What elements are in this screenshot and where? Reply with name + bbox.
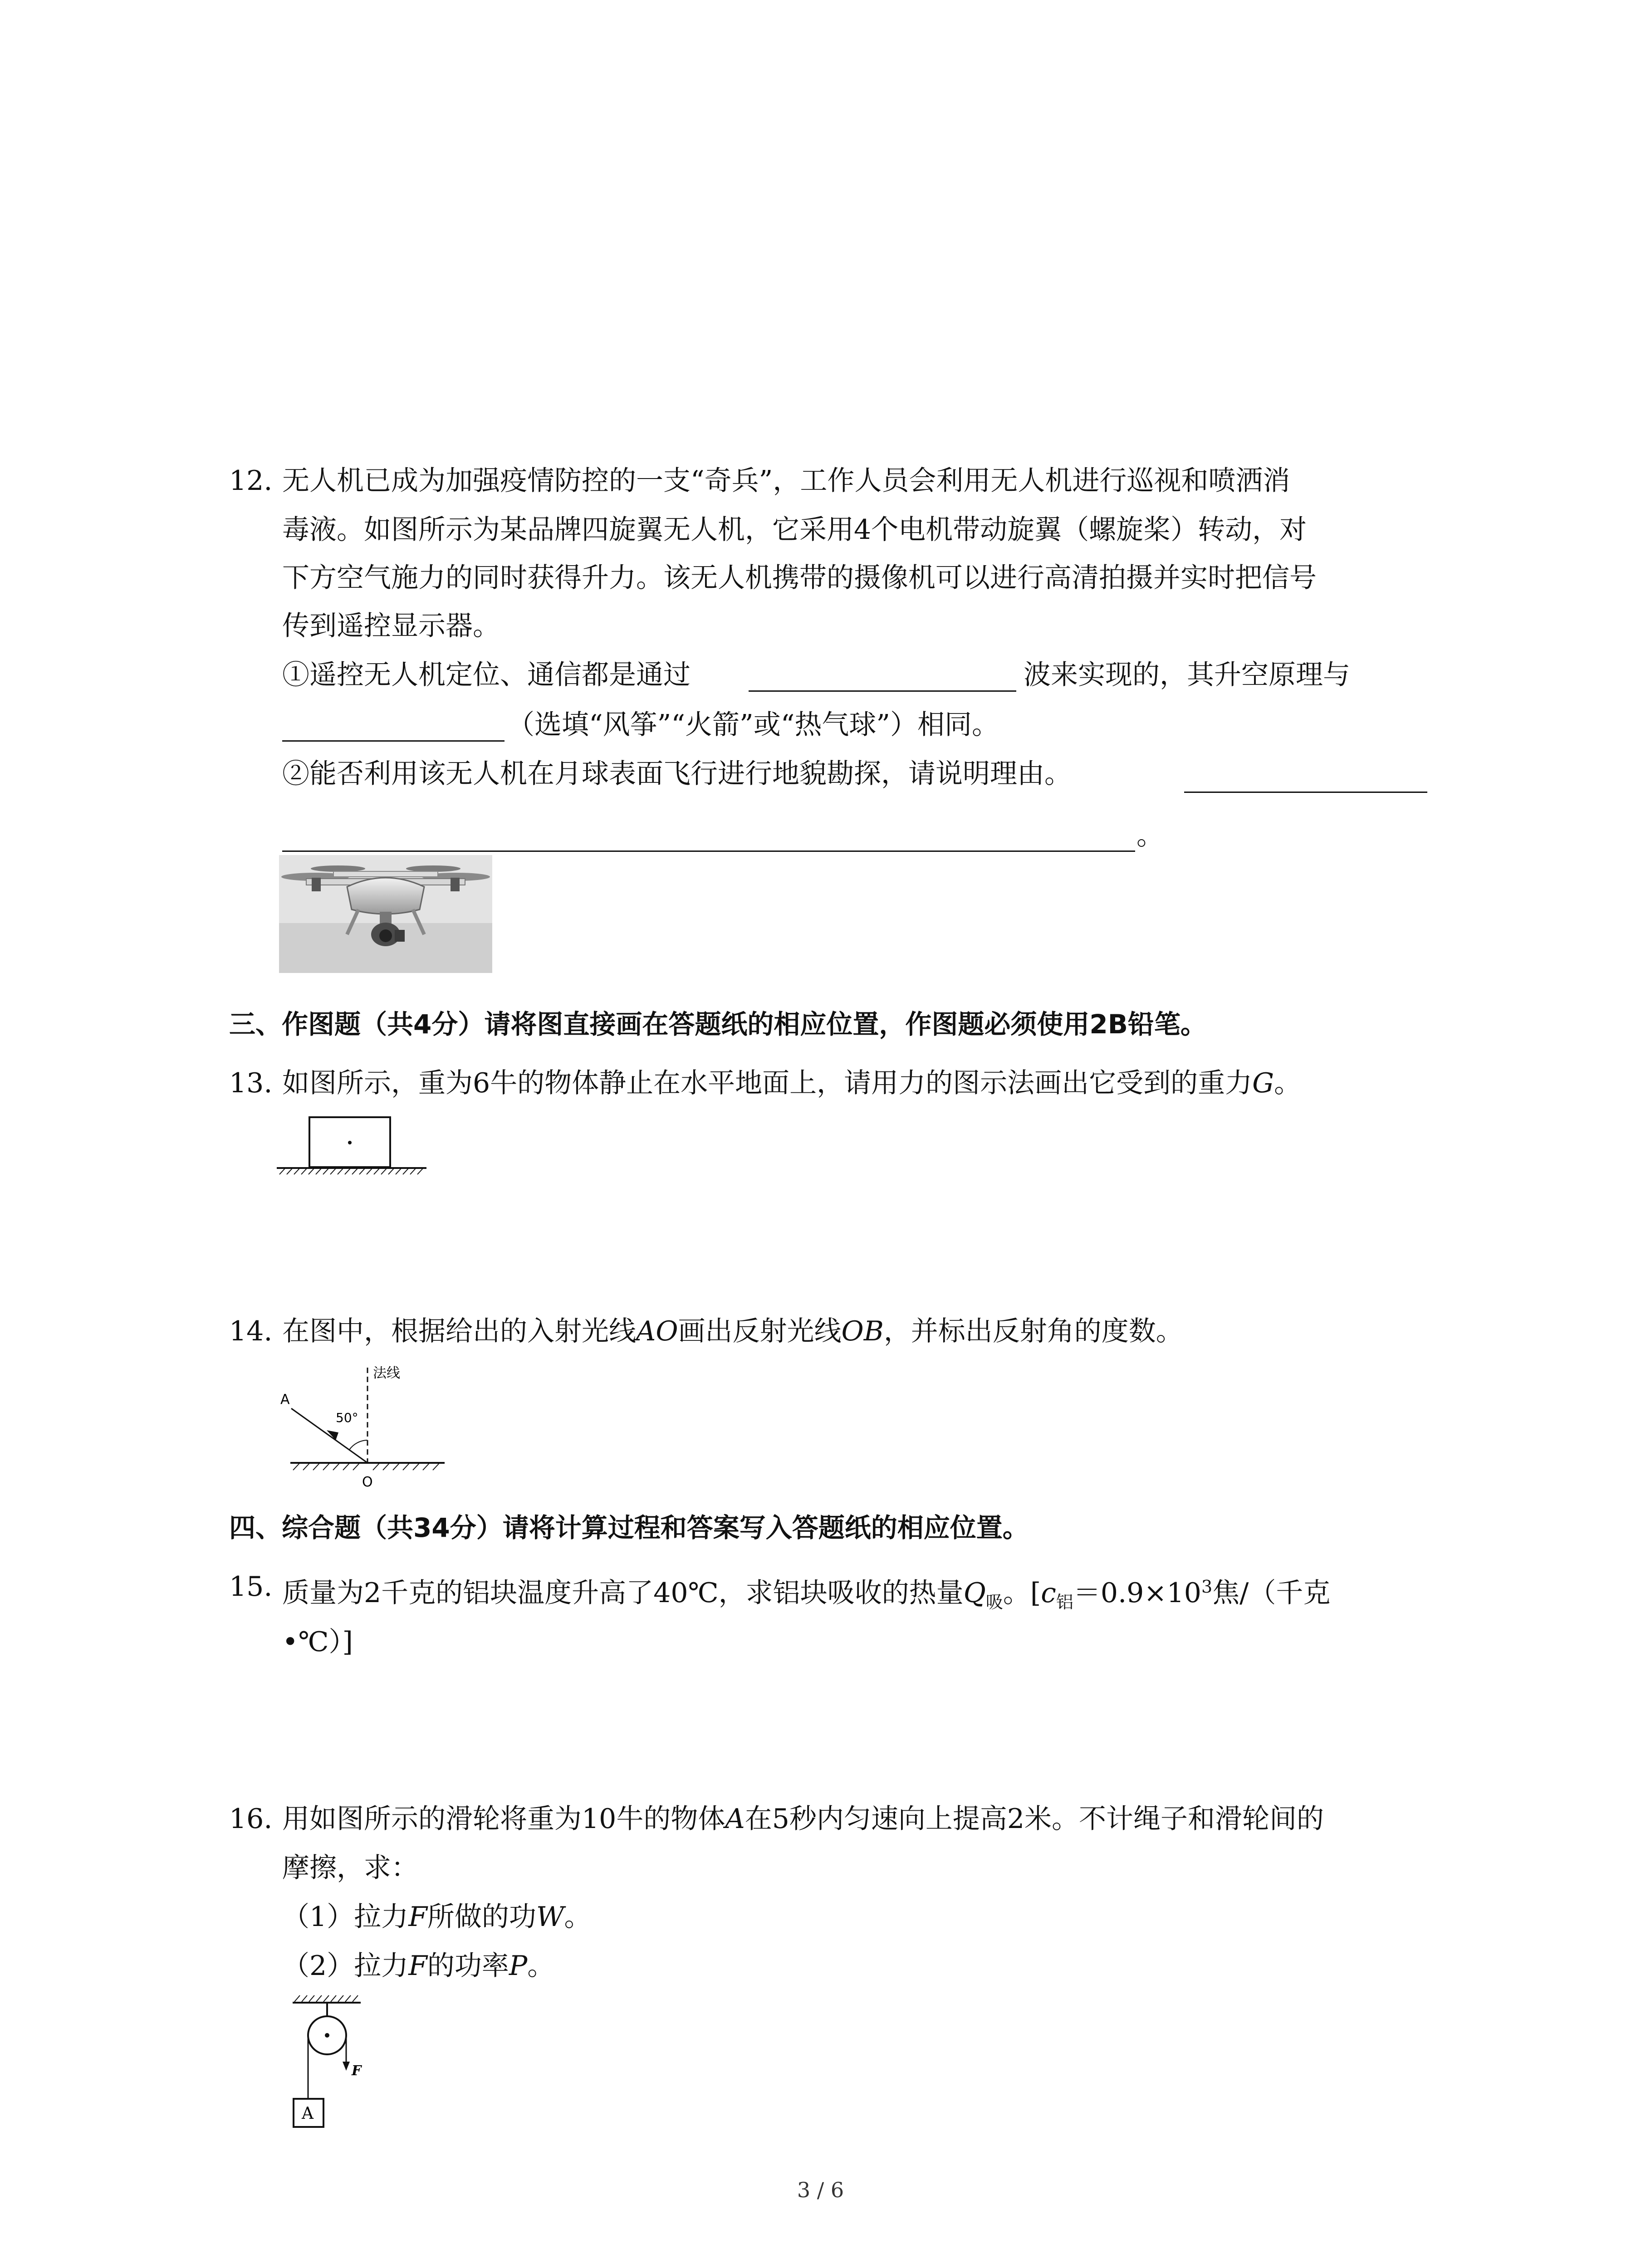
- q13-text-end: 。: [1274, 1067, 1302, 1099]
- q15-sub-q: 吸: [985, 1592, 1003, 1612]
- q15-text-b: 。[: [1003, 1577, 1041, 1609]
- q12-blank-3[interactable]: [1184, 792, 1427, 793]
- fig-block-label: A: [302, 2104, 314, 2123]
- q14-text-c: ，并标出反射角的度数。: [883, 1315, 1183, 1347]
- q15-var-q: Q: [963, 1577, 986, 1609]
- q14-text-a: 在图中，根据给出的入射光线: [282, 1315, 636, 1347]
- q15-line-1: [282, 1569, 1330, 1620]
- block-on-ground-figure: [277, 1114, 431, 1182]
- q16-var-a: A: [725, 1803, 745, 1835]
- q14-var-ao: AO: [636, 1315, 678, 1347]
- q14-number: 14.: [229, 1315, 273, 1347]
- q13-var-g: G: [1252, 1067, 1274, 1099]
- q12-blank-4[interactable]: [282, 850, 1135, 852]
- q16-item1-a: （1）拉力: [282, 1901, 409, 1933]
- fig-force-label: F: [352, 2063, 362, 2079]
- q16-line-2: 摩擦，求：: [282, 1852, 418, 1884]
- section-3-heading: 三、作图题（共4分）请将图直接画在答题纸的相应位置，作图题必须使用2B铅笔。: [229, 1009, 1207, 1040]
- q12-sub1-part-a: ①遥控无人机定位、通信都是通过: [282, 659, 691, 691]
- q12-number: 12.: [229, 465, 273, 497]
- q15-sub-c: 铝: [1056, 1592, 1073, 1612]
- q16-item1-b: 所做的功: [427, 1901, 536, 1933]
- q16-item-1: [282, 1899, 592, 1935]
- q13-number: 13.: [229, 1067, 273, 1099]
- q12-blank-2[interactable]: [282, 740, 505, 742]
- q14-text-b: 画出反射光线: [678, 1315, 842, 1347]
- q12-line-4: 传到遥控显示器。: [282, 610, 500, 642]
- q15-number: 15.: [229, 1571, 273, 1603]
- page-number: 3 / 6: [797, 2178, 844, 2202]
- fig-angle-label: 50°: [336, 1410, 358, 1425]
- q16-item-2: [282, 1948, 554, 1984]
- q16-number: 16.: [229, 1803, 273, 1835]
- q14-text: [282, 1313, 1183, 1349]
- q16-item1-c: 。: [564, 1901, 592, 1933]
- q15-text-a: 质量为2千克的铝块温度升高了40℃，求铝块吸收的热量: [282, 1577, 964, 1609]
- fig-point-a-label: A: [280, 1392, 290, 1408]
- reflection-figure: [277, 1359, 458, 1495]
- q15-sup: 3: [1201, 1577, 1213, 1597]
- fig-normal-label: 法线: [373, 1365, 400, 1381]
- q15-line-2: •℃）]: [282, 1626, 353, 1658]
- q15-var-c: c: [1041, 1577, 1056, 1609]
- q16-item2-a: （2）拉力: [282, 1950, 409, 1982]
- q12-line-2: 毒液。如图所示为某品牌四旋翼无人机，它采用4个电机带动旋翼（螺旋桨）转动，对: [282, 514, 1307, 546]
- q16-line1-a: 用如图所示的滑轮将重为10牛的物体: [282, 1803, 725, 1835]
- q16-item2-b: 的功率: [427, 1950, 509, 1982]
- q12-line-1: 无人机已成为加强疫情防控的一支“奇兵”，工作人员会利用无人机进行巡视和喷洒消: [282, 465, 1290, 497]
- q15-text-d: 焦/（千克: [1212, 1577, 1331, 1609]
- q16-item1-var-f: F: [408, 1901, 427, 1933]
- q12-sub1-part-c: （选填“风筝”“火箭”或“热气球”）相同。: [507, 709, 999, 741]
- q12-sub2: ②能否利用该无人机在月球表面飞行进行地貌勘探，请说明理由。: [282, 758, 1072, 790]
- q13-text: [282, 1065, 1301, 1101]
- q13-text-main: 如图所示，重为6牛的物体静止在水平地面上，请用力的图示法画出它受到的重力: [282, 1067, 1253, 1099]
- q12-line-3: 下方空气施力的同时获得升力。该无人机携带的摄像机可以进行高清拍摄并实时把信号: [282, 562, 1317, 594]
- q15-text-c: ＝0.9×10: [1073, 1577, 1201, 1609]
- q14-var-ob: OB: [841, 1315, 884, 1347]
- q16-item2-var-f: F: [408, 1950, 427, 1982]
- q16-line1-b: 在5秒内匀速向上提高2米。不计绳子和滑轮间的: [745, 1803, 1324, 1835]
- q16-item1-var-w: W: [536, 1901, 564, 1933]
- section-4-heading: 四、综合题（共34分）请将计算过程和答案写入答题纸的相应位置。: [229, 1512, 1029, 1543]
- fig-point-o-label: O: [362, 1474, 373, 1490]
- q12-sub2-end: 。: [1136, 820, 1164, 851]
- pulley-figure: [279, 1994, 388, 2139]
- q16-item2-c: 。: [527, 1950, 555, 1982]
- q12-sub1-part-b: 波来实现的，其升空原理与: [1024, 659, 1350, 691]
- q16-item2-var-p: P: [509, 1950, 528, 1982]
- q12-blank-1[interactable]: [749, 690, 1016, 692]
- drone-photo: [279, 855, 492, 973]
- q16-line-1: [282, 1801, 1324, 1837]
